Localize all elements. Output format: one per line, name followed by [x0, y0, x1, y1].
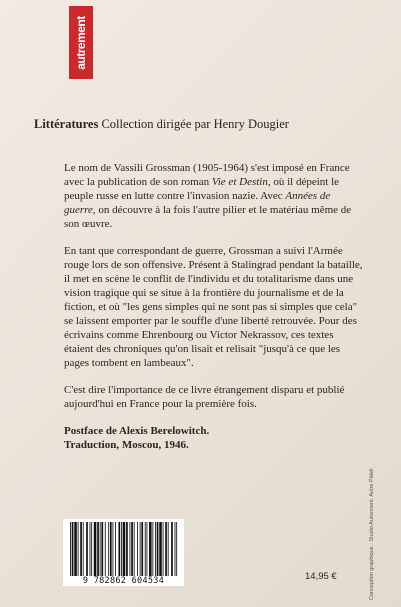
book-title-annees-de-guerre: Années de guerre: [64, 190, 331, 216]
price: 14,95 €: [305, 571, 337, 582]
barcode-bar: [141, 522, 143, 576]
barcode-bar: [134, 522, 135, 576]
postface-line-1: Postface de Alexis Berelowitch.: [64, 425, 210, 437]
barcode-bar: [130, 522, 131, 576]
barcode-bar: [175, 522, 176, 576]
barcode-bar: [121, 522, 122, 576]
barcode-bar: [115, 522, 116, 576]
graphic-design-credits: Conception graphique : Studio Autrement. Autre Pâleli: [369, 468, 375, 600]
barcode-bar: [108, 522, 109, 576]
blurb-text: Le nom de Vassili Grossman (1905-1964) s'est imposé en France avec la publication de son roman: [64, 162, 350, 188]
collection-line: [34, 117, 374, 132]
barcode-bar: [105, 522, 106, 576]
barcode-bar: [126, 522, 128, 576]
barcode-bar: [137, 522, 138, 576]
barcode-bar: [100, 522, 101, 576]
barcode-bar: [147, 522, 148, 576]
barcode-bar: [80, 522, 82, 576]
barcode-bar: [74, 522, 77, 576]
barcode: [63, 519, 184, 586]
collection-director: Collection dirigée par Henry Dougier: [101, 117, 289, 131]
barcode-bar: [101, 522, 103, 576]
barcode-number: 9 782862 604534: [82, 576, 165, 586]
barcode-bar: [131, 522, 133, 576]
barcode-bar: [123, 522, 126, 576]
barcode-bar: [94, 522, 97, 576]
postface-line-2: Traduction, Moscou, 1946.: [64, 439, 189, 451]
barcode-bar: [70, 522, 71, 576]
blurb-paragraph-2: En tant que correspondant de guerre, Grossman a suivi l'Armée rouge lors de son offensive. Présent à Stalingrad pendant la bataille, il met en scène le conflit de l'individu et du totalitarisme dans une vision tragique qui se situe à la frontière du journalisme et de la fiction, et où "les gens simples qui ne sont pas si simples que cela" se laissent emporter par le souffle d'une liberté retrouvée. Pour des écrivains comme Ehrenbourg ou Victor Nekrassov, ces textes étaient des chroniques qu'on lisait et relisait "jusqu'à ce que les pages tombent en lambeaux".: [64, 245, 363, 369]
barcode-bar: [163, 522, 164, 576]
barcode-bar: [140, 522, 141, 576]
barcode-bar: [83, 522, 84, 576]
barcode-bar: [91, 522, 92, 576]
blurb: [64, 161, 364, 452]
barcode-bar: [152, 522, 153, 576]
publisher-logo-text: autrement: [74, 15, 89, 70]
barcode-bar: [176, 522, 177, 576]
barcode-bar: [149, 522, 152, 576]
publisher-logo: [69, 6, 93, 79]
barcode-bar: [110, 522, 112, 576]
barcode-bar: [72, 522, 74, 576]
blurb-text: , où il dépeint le peuple russe en lutte contre l'invasion nazie. Avec: [64, 176, 340, 202]
blurb-paragraph-1: [64, 161, 364, 231]
barcode-bar: [78, 522, 79, 576]
barcode-bar: [165, 522, 167, 576]
barcode-bar: [157, 522, 159, 576]
barcode-bar: [90, 522, 91, 576]
blurb-text: , on découvre à la fois l'autre pilier et le matériau même de son œuvre.: [64, 204, 352, 230]
barcode-bar: [168, 522, 169, 576]
barcode-bar: [159, 522, 162, 576]
barcode-bar: [145, 522, 146, 576]
barcode-bar: [86, 522, 88, 576]
barcode-bars: [69, 522, 178, 576]
barcode-bar: [155, 522, 156, 576]
barcode-bar: [171, 522, 173, 576]
barcode-bar: [97, 522, 99, 576]
collection-name: Littératures: [34, 117, 99, 131]
book-title-vie-et-destin: Vie et Destin: [211, 176, 268, 188]
barcode-bar: [113, 522, 114, 576]
barcode-bar: [118, 522, 120, 576]
blurb-paragraph-3: C'est dire l'importance de ce livre étrangement disparu et publié aujourd'hui en France pour la première fois.: [64, 384, 345, 410]
postface-note: [64, 424, 364, 452]
